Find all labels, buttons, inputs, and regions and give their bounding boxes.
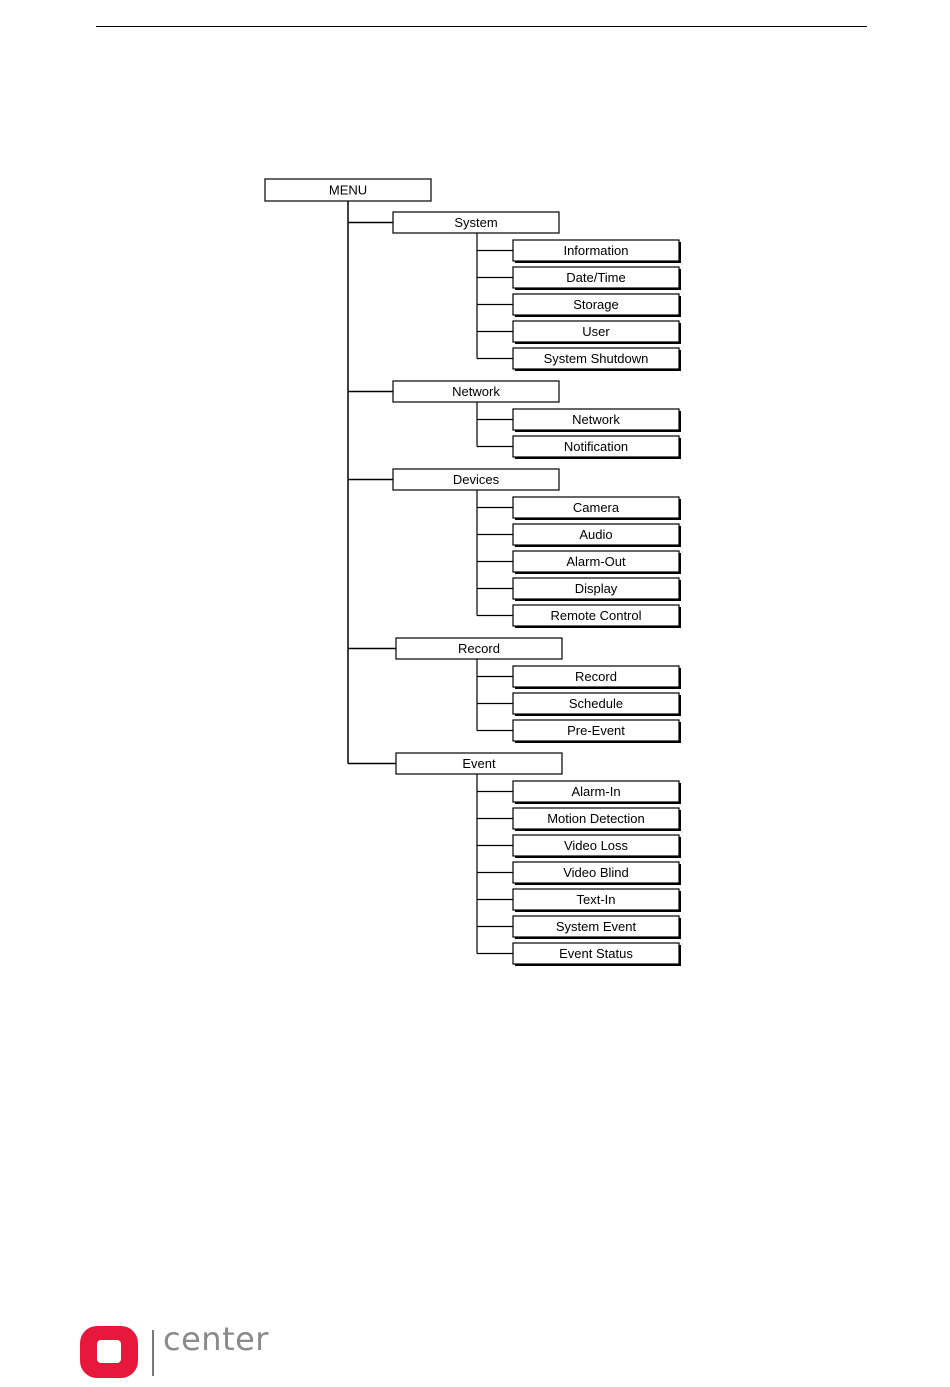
group-record-item-record-label: Record [575, 669, 617, 684]
group-devices-item-camera-label: Camera [572, 500, 620, 515]
group-devices-item-audio-label: Audio [579, 527, 613, 542]
group-event-label: Event [462, 756, 496, 771]
brand-logo [80, 1320, 300, 1382]
group-system-item-system-shutdown-label: System Shutdown [543, 351, 649, 366]
group-system-item-information-label: Information [563, 243, 629, 258]
group-event-item-event-status-label: Event Status [559, 946, 633, 961]
group-record-item-pre-event-label: Pre-Event [567, 723, 625, 738]
group-event-item-text-in-label: Text-In [576, 892, 616, 907]
group-system-label: System [454, 215, 498, 230]
group-devices-item-alarm-out-label: Alarm-Out [566, 554, 626, 569]
group-event-item-motion-detection-label: Motion Detection [547, 811, 645, 826]
group-devices-item-remote-control-label: Remote Control [550, 608, 642, 623]
group-event-item-video-blind-label: Video Blind [563, 865, 629, 880]
group-system-item-storage-label: Storage [573, 297, 619, 312]
group-system-item-user-label: User [582, 324, 610, 339]
group-devices-label: Devices [452, 472, 500, 487]
logo-divider [152, 1330, 154, 1376]
group-network-label: Network [452, 384, 500, 399]
group-devices-item-display-label: Display [574, 581, 618, 596]
group-record-item-schedule-label: Schedule [568, 696, 624, 711]
group-system-item-date-time-label: Date/Time [566, 270, 626, 285]
logo-text: center [163, 1320, 269, 1358]
group-event-item-video-loss-label: Video Loss [563, 838, 629, 853]
group-event-item-alarm-in-label: Alarm-In [571, 784, 621, 799]
logo-mark-icon [80, 1326, 138, 1378]
group-network-item-network-label: Network [572, 412, 620, 427]
group-event-item-system-event-label: System Event [555, 919, 637, 934]
menu-root-label: MENU [328, 182, 368, 198]
group-record-label: Record [458, 641, 500, 656]
group-network-item-notification-label: Notification [563, 439, 629, 454]
